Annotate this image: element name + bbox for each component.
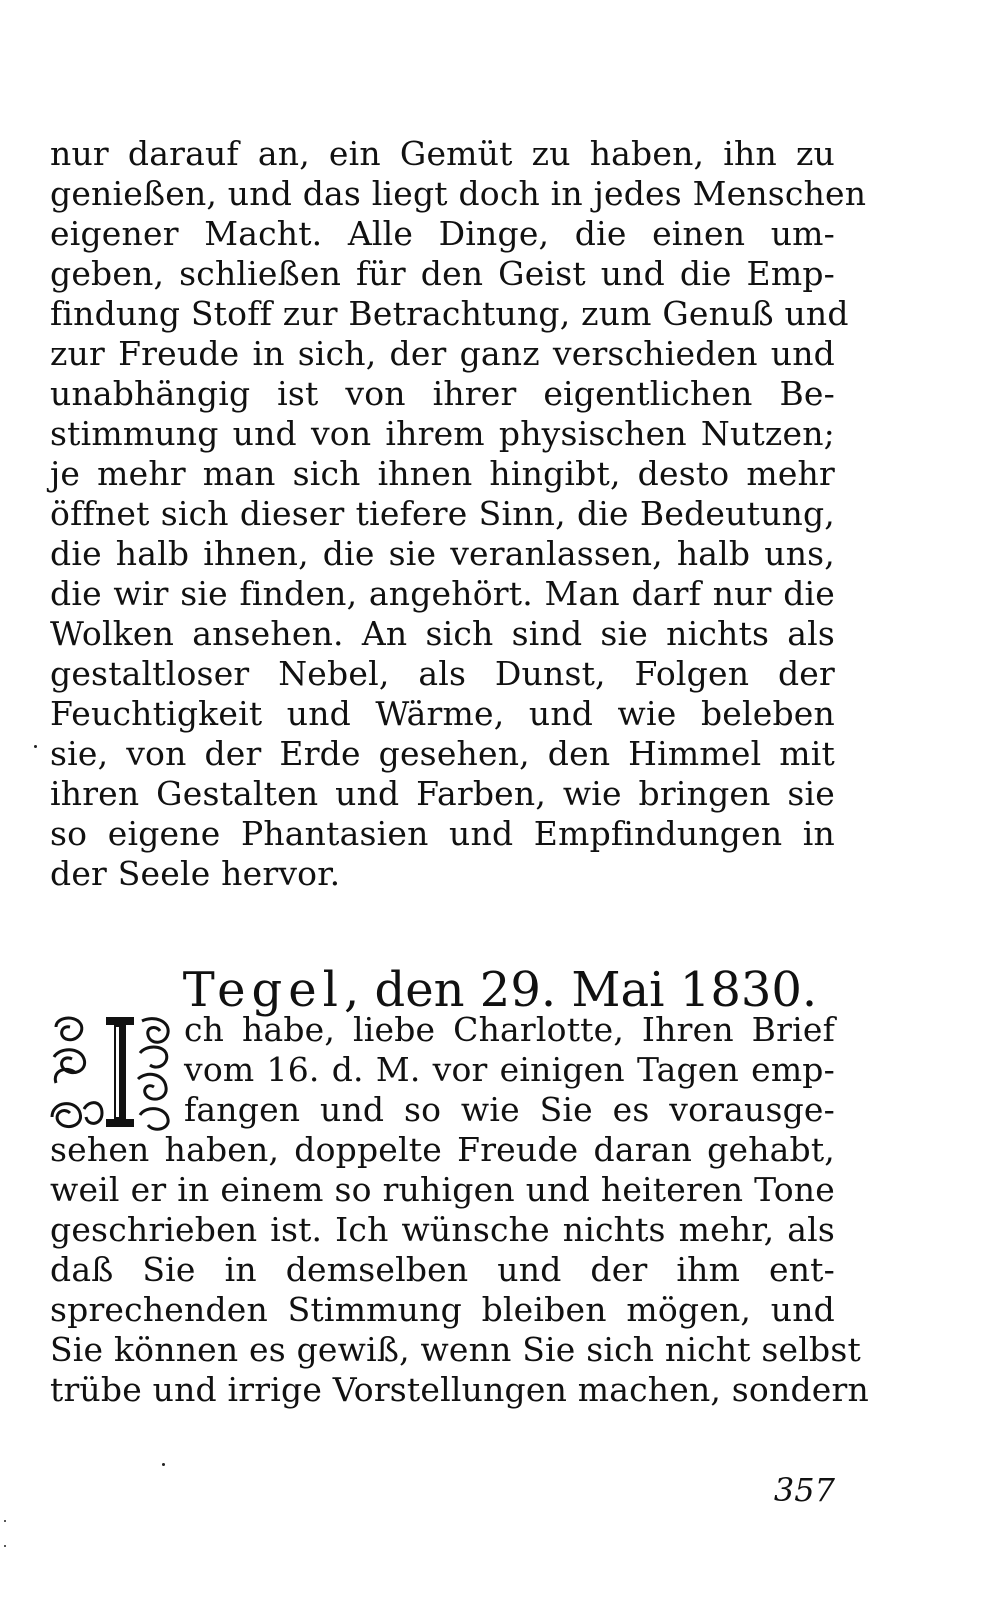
body-line: ihren Gestalten und Farben, wie bringen sie <box>50 774 835 813</box>
body-line: vom 16. d. M. vor einigen Tagen emp- <box>184 1050 835 1089</box>
body-line: öffnet sich dieser tiefere Sinn, die Bedeutung, <box>50 494 835 533</box>
heading-place: Tegel <box>182 962 344 1018</box>
scan-speck <box>4 1545 6 1547</box>
body-line: zur Freude in sich, der ganz verschieden und <box>50 334 835 373</box>
body-line: sie, von der Erde gesehen, den Himmel mit <box>50 734 835 773</box>
body-line: weil er in einem so ruhigen und heiteren Tone <box>50 1170 835 1209</box>
body-line: Wolken ansehen. An sich sind sie nichts als <box>50 614 835 653</box>
heading-date: , den 29. Mai 1830. <box>343 962 818 1018</box>
body-line: der Seele hervor. <box>50 854 341 893</box>
body-line: geben, schließen für den Geist und die Emp- <box>50 254 835 293</box>
drop-cap-initial <box>50 1013 174 1133</box>
scan-speck <box>4 1520 6 1522</box>
body-line: nur darauf an, ein Gemüt zu haben, ihn zu <box>50 134 835 173</box>
body-line: gestaltloser Nebel, als Dunst, Folgen der <box>50 654 835 693</box>
body-line: Sie können es gewiß, wenn Sie sich nicht selbst <box>50 1330 861 1369</box>
body-line: daß Sie in demselben und der ihm ent- <box>50 1250 835 1289</box>
ornamental-initial-icon <box>50 1013 174 1133</box>
body-line: fangen und so wie Sie es vorausge- <box>184 1090 835 1129</box>
body-line: eigener Macht. Alle Dinge, die einen um- <box>50 214 835 253</box>
scan-speck <box>162 1463 165 1466</box>
body-line: sprechenden Stimmung bleiben mögen, und <box>50 1290 835 1329</box>
body-line: stimmung und von ihrem physischen Nutzen; <box>50 414 835 453</box>
page-number: 357 <box>773 1471 835 1509</box>
body-line: ch habe, liebe Charlotte, Ihren Brief <box>184 1010 835 1049</box>
body-line: trübe und irrige Vorstellungen machen, sondern <box>50 1370 869 1409</box>
body-line: die wir sie finden, angehört. Man darf nur die <box>50 574 835 613</box>
body-line: sehen haben, doppelte Freude daran gehabt, <box>50 1130 835 1169</box>
body-line: die halb ihnen, die sie veranlassen, halb uns, <box>50 534 835 573</box>
body-line: findung Stoff zur Betrachtung, zum Genuß und <box>50 294 849 333</box>
body-line: je mehr man sich ihnen hingibt, desto mehr <box>50 454 835 493</box>
body-line: unabhängig ist von ihrer eigentlichen Be- <box>50 374 835 413</box>
body-line: so eigene Phantasien und Empfindungen in <box>50 814 835 853</box>
body-line: geschrieben ist. Ich wünsche nichts mehr, als <box>50 1210 835 1249</box>
body-line: genießen, und das liegt doch in jedes Menschen <box>50 174 867 213</box>
body-line: Feuchtigkeit und Wärme, und wie beleben <box>50 694 835 733</box>
scan-speck <box>34 745 37 748</box>
